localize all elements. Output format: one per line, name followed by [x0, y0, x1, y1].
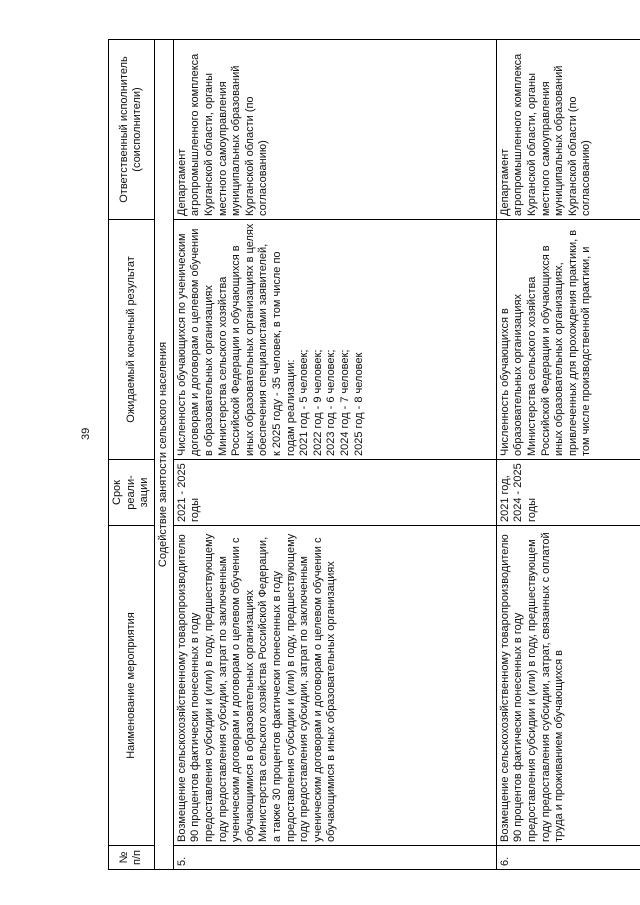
row-executor: Департамент агропромышленного комплекса Курганской области, органы местного самоуправления муниципальных образований Курганской области (по согласованию): [496, 40, 640, 220]
header-result: Ожидаемый конечный результат: [109, 220, 155, 460]
row-name: Возмещение сельскохозяйственному товаропроизводителю 90 процентов фактически понесенных в году предоставления субсидии и (или) в году, предшествующем году предоставления субсидии, затрат, связанных с оплатой труда и проживанием обучающихся в: [496, 526, 640, 846]
page-number: 39: [80, 427, 92, 440]
rotated-table-container: [108, 40, 638, 870]
header-executor: Ответственный исполнитель (соисполнители): [109, 40, 155, 220]
table-row: [496, 40, 640, 870]
row-result: Численность обучающихся по ученическим договорам и договорам о целевом обучении в образовательных организациях Министерства сельского хозяйства Российской Федерации и обучающихся в иных образовательных организациях в целях обеспечения специалистами заявителей, к 2025 году - 35 человек, в том числе по годам реализации: 2021 год - 5 человек; 2022 год - 9 человек; 2023 год - 6 человек; 2024 год - 7 человек; 2025 год - 8 человек: [173, 220, 496, 460]
row-num: 5.: [173, 846, 496, 870]
activities-table: [108, 39, 640, 870]
row-name: Возмещение сельскохозяйственному товаропроизводителю 90 процентов фактически понесенных в году предоставления субсидии и (или) в году, предшествующему году предоставления субсидии, затрат по заключенным ученическим договорам и договорам о целевом обучении с обучающимися в образовательных организациях Министерства сельского хозяйства Российской Федерации, а также 30 процентов фактически понесенных в году предоставления субсидии и (или) в году, предшествующему году предоставления субсидии, затрат по заключенным ученическим договорам и договорам о целевом обучении с обучающимися в иных образовательных организациях: [173, 526, 496, 846]
row-period: 2021 год, 2024 - 2025 годы: [496, 460, 640, 526]
row-result: Численность обучающихся в образовательных организациях Министерства сельского хозяйства Российской Федерации и обучающихся в иных образовательных организациях, привлеченных для прохождения практики, в том числе производственной практики, и: [496, 220, 640, 460]
section-row: [154, 40, 173, 870]
header-name: Наименование мероприятия: [109, 526, 155, 846]
table-header-row: [109, 40, 155, 870]
section-title: Содействие занятости сельского населения: [154, 40, 173, 870]
row-period: 2021 - 2025 годы: [173, 460, 496, 526]
header-period: Срок реали-зации: [109, 460, 155, 526]
header-num: № п/п: [109, 846, 155, 870]
table-row: [173, 40, 496, 870]
row-num: 6.: [496, 846, 640, 870]
row-executor: Департамент агропромышленного комплекса Курганской области, органы местного самоуправления муниципальных образований Курганской области (по согласованию): [173, 40, 496, 220]
